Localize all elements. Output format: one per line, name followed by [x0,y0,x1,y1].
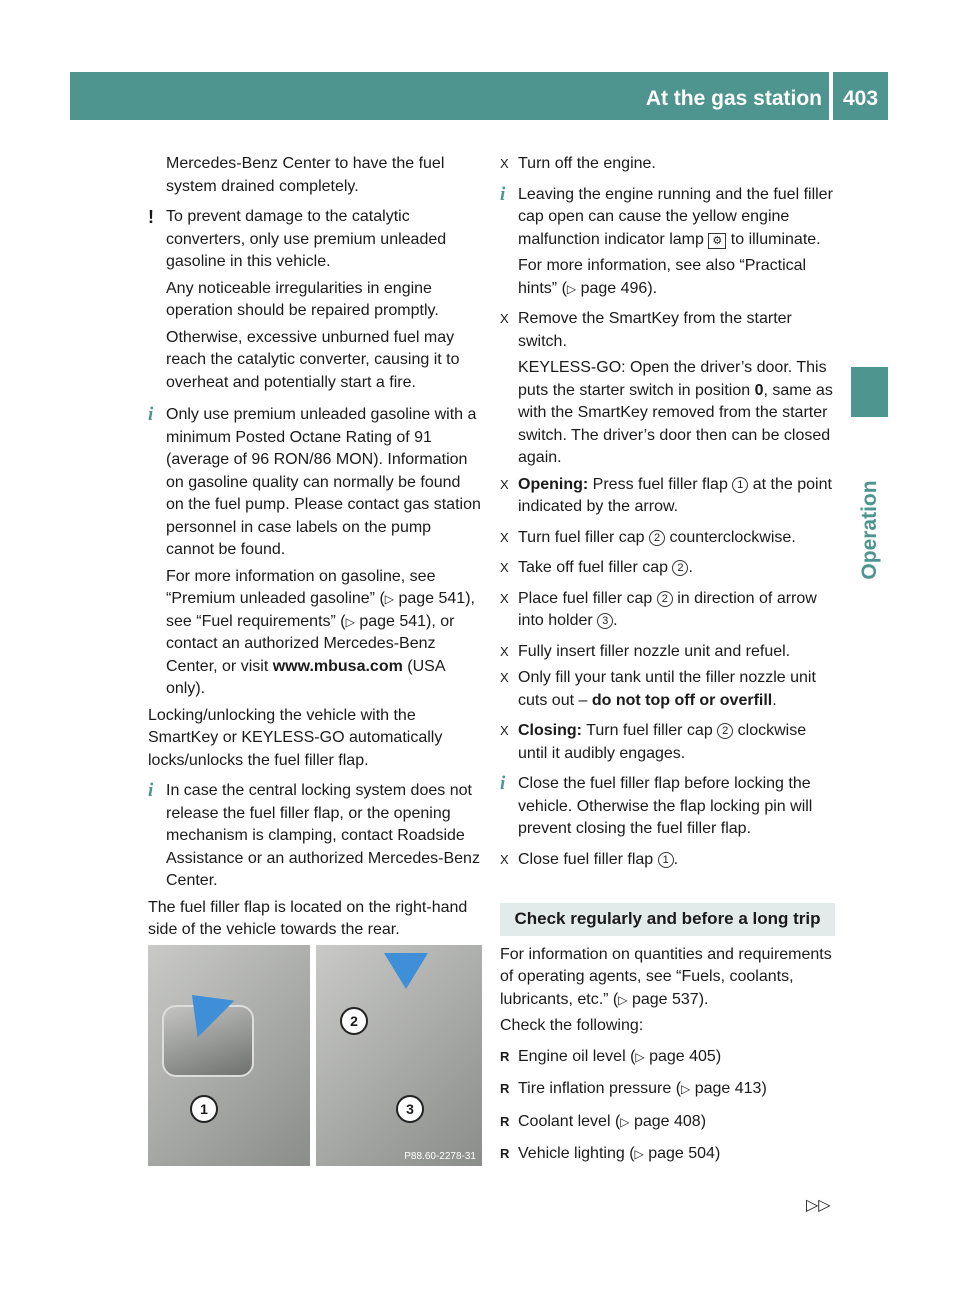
step: X Fully insert filler nozzle unit and refuel. [500,641,835,664]
exclamation-icon: ! [148,207,154,227]
bullet: R [500,1048,510,1064]
continue-icon: ▷▷ [806,1197,831,1214]
callout-1: 1 [658,852,674,868]
arrow-icon: ▷ [635,1049,645,1064]
arrow-icon: ▷ [634,1147,644,1161]
step: X Opening: Press fuel filler flap 1 at the point indicated by the arrow. [500,475,832,515]
arrow-icon: ▷ [681,1082,691,1096]
info-note: i In case the central locking system does not release the fuel filler flap, or the opening mechanism is clamping, contact Roadside Assistance or an authorized Mercedes-Benz Center. [148,780,480,889]
list-item: R Engine oil level (▷ page 405) [500,1046,835,1069]
step-arrow-icon: X [500,529,509,545]
step-arrow-icon: X [500,723,509,738]
bullet: R [500,1113,510,1129]
paragraph: Mercedes-Benz Center to have the fuel system drained completely. [166,155,445,195]
section-tab [851,367,888,417]
warning-note: ! To prevent damage to the catalytic converters, only use premium unleaded gasoline in this vehicle. Any noticeable irregularities in engine operation should be repaired promptly. Otherwise, excessive unburned fuel may reach the catalytic converter, causing it to overheat and potentially start a fire. [148,207,460,391]
step: X Remove the SmartKey from the starter switch. KEYLESS-GO: Open the driver’s door. This puts the starter switch in position 0, same as with the SmartKey removed from the starter switch. The driver’s door then can be closed again. [500,310,833,466]
info-icon: i [500,773,506,794]
callout-2: 2 [340,1007,368,1035]
callout-2: 2 [657,591,673,607]
fuel-cap-photo [316,945,482,1166]
step: X Only fill your tank until the filler nozzle unit cuts out – do not top off or overfill. [500,669,816,709]
step: X Place fuel filler cap 2 in direction of arrow into holder 3 . [500,589,817,629]
image-code: P88.60-2278-31 [404,1151,476,1162]
fuel-flap-photo [148,945,310,1166]
step-arrow-icon: X [500,311,509,326]
step-arrow-icon: X [500,560,509,575]
right-column [500,153,835,1166]
paragraph: For information on quantities and requirements of operating agents, see “Fuels, coolants, lubricants, etc.” (▷ page 537). [500,945,832,1008]
step-arrow-icon: X [500,851,509,867]
callout-2: 2 [672,560,688,576]
bullet: R [500,1081,510,1096]
list-item: R Coolant level (▷ page 408) [500,1111,835,1134]
step-arrow-icon: X [500,643,509,659]
step-arrow-icon: X [500,670,509,685]
direction-arrow-icon [384,953,428,989]
paragraph: The fuel filler flap is located on the right-hand side of the vehicle towards the rear. [148,898,468,938]
list-item: R Vehicle lighting (▷ page 504) [500,1143,835,1166]
section-heading: Check regularly and before a long trip [500,903,835,936]
info-note: i Close the fuel filler flap before locking the vehicle. Otherwise the flap locking pin will prevent closing the fuel filler flap. [500,773,813,837]
callout-3: 3 [597,613,613,629]
step-arrow-icon: X [500,476,509,492]
list-item: R Tire inflation pressure (▷ page 413) [500,1078,835,1101]
paragraph: Check the following: [500,1017,644,1034]
arrow-icon: ▷ [620,1114,630,1129]
page-number: 403 [833,72,888,120]
info-icon: i [148,780,154,801]
info-note: i Leaving the engine running and the fuel filler cap open can cause the yellow engine malfunction indicator lamp ⚙ to illuminate. For more information, see also “Practical hints” (▷ page 496). [500,183,833,297]
arrow-icon: ▷ [566,281,577,296]
info-icon: i [148,404,154,425]
step: X Turn off the engine. [500,153,835,176]
info-icon: i [500,183,506,205]
callout-2: 2 [649,530,665,546]
callout-1: 1 [732,477,748,493]
callout-3: 3 [396,1095,424,1123]
step: X Closing: Turn fuel filler cap 2 clockwise until it audibly engages. [500,722,807,762]
info-note: i Only use premium unleaded gasoline with a minimum Posted Octane Rating of 91 (average of 96 RON/86 MON). Information on gasoline quality can normally be found on the fuel pump. Please contact gas station personnel in case labels on the pump cannot be found. For more information on gasoline, see “Premium unleaded gasoline” (▷ page 541), see “Fuel requirements” (▷ page 541), or contact an authorized Mercedes-Benz Center, or visit www.mbusa.com (USA only). [148,404,481,697]
callout-1: 1 [190,1095,218,1123]
arrow-icon: ▷ [384,592,395,606]
website-link[interactable]: www.mbusa.com [272,657,403,675]
callout-2: 2 [717,723,733,739]
page-title: At the gas station [645,87,822,110]
engine-lamp-icon: ⚙ [708,233,726,249]
step-arrow-icon: X [500,590,509,606]
step: X Close fuel filler flap 1 . [500,849,835,872]
section-label: Operation [857,480,881,580]
paragraph: Locking/unlocking the vehicle with the SmartKey or KEYLESS-GO automatically locks/unlocks the fuel filler flap. [148,706,443,769]
step: X Turn fuel filler cap 2 counterclockwise. [500,527,835,550]
step-arrow-icon: X [500,156,509,171]
arrow-icon: ▷ [345,614,355,629]
left-column [148,153,482,942]
step: X Take off fuel filler cap 2 . [500,557,835,580]
arrow-icon: ▷ [618,992,628,1007]
bullet: R [500,1146,510,1161]
